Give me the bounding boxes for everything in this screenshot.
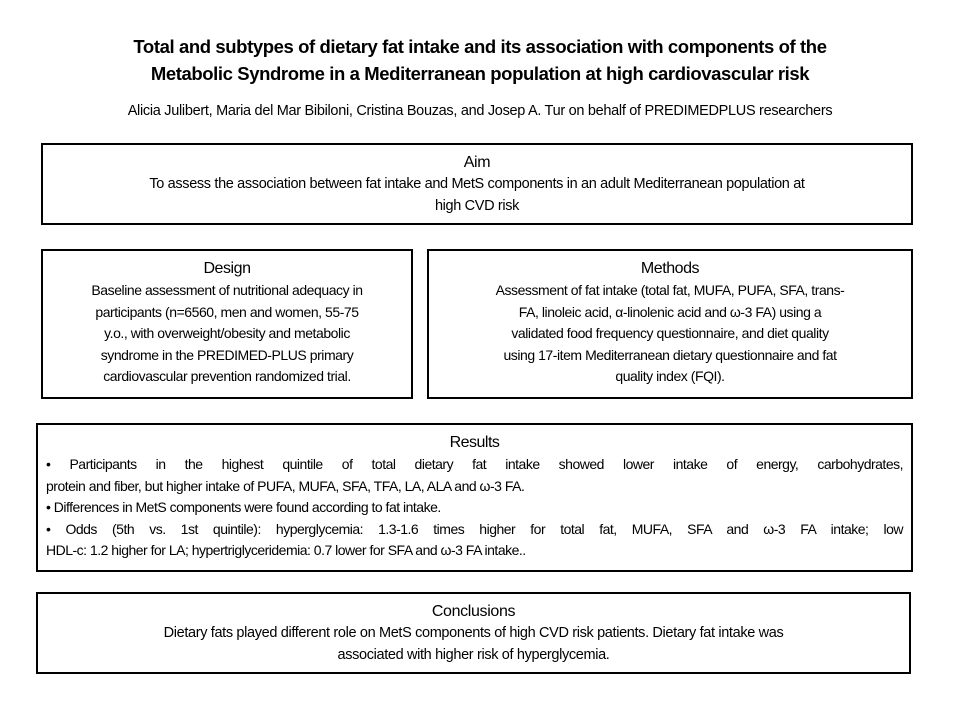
results-line: • Odds (5th vs. 1st quintile): hyperglycemia: 1.3-1.6 times higher for total fat, MUFA, SFA and ω-3 FA intake; low (46, 520, 903, 537)
aim-line: high CVD risk (434, 197, 520, 214)
aim-heading: Aim (463, 154, 491, 171)
methods-line: validated food frequency questionnaire, and diet quality (511, 325, 829, 341)
design-box (41, 249, 413, 399)
methods-line: FA, linoleic acid, α-linolenic acid and ω-3 FA) using a (518, 303, 822, 320)
results-box (36, 423, 913, 572)
aim-box (41, 143, 913, 225)
conclusions-heading: Conclusions (431, 603, 516, 620)
results-line: protein and fiber, but higher intake of PUFA, MUFA, SFA, TFA, LA, ALA and ω-3 FA. (46, 477, 525, 494)
title-line: Total and subtypes of dietary fat intake and its association with components of the (133, 36, 827, 57)
methods-heading: Methods (640, 260, 700, 277)
methods-box (427, 249, 913, 399)
authors: Alicia Julibert, Maria del Mar Bibiloni, Cristina Bouzas, and Josep A. Tur on behalf of PREDIMEDPLUS researchers (127, 103, 833, 119)
design-line: cardiovascular prevention randomized trial. (103, 368, 351, 384)
design-line: participants (n=6560, men and women, 55-75 (95, 303, 359, 320)
methods-line: quality index (FQI). (615, 368, 725, 384)
conclusions-line: Dietary fats played different role on MetS components of high CVD risk patients. Dietary fat intake was (163, 625, 784, 641)
design-heading: Design (203, 260, 251, 277)
conclusions-line: associated with higher risk of hyperglycemia. (337, 646, 610, 663)
methods-line: using 17-item Mediterranean dietary questionnaire and fat (503, 346, 837, 363)
design-line: Baseline assessment of nutritional adequacy in (91, 282, 363, 298)
title-line: Metabolic Syndrome in a Mediterranean population at high cardiovascular risk (150, 63, 810, 84)
conclusions-box (36, 592, 911, 674)
results-line: HDL-c: 1.2 higher for LA; hypertriglyceridemia: 0.7 lower for SFA and ω-3 FA intake.. (46, 542, 526, 558)
design-line: syndrome in the PREDIMED-PLUS primary (100, 346, 354, 363)
results-line: • Differences in MetS components were found according to fat intake. (46, 499, 441, 515)
design-line: y.o., with overweight/obesity and metabolic (104, 325, 350, 341)
aim-line: To assess the association between fat intake and MetS components in an adult Mediterranean population at (149, 176, 805, 192)
abstract-title (0, 33, 960, 87)
methods-line: Assessment of fat intake (total fat, MUFA, PUFA, SFA, trans- (495, 282, 845, 298)
results-line: • Participants in the highest quintile of total dietary fat intake showed lower intake of energy, carbohydrates, (46, 456, 903, 472)
results-heading: Results (449, 434, 500, 451)
